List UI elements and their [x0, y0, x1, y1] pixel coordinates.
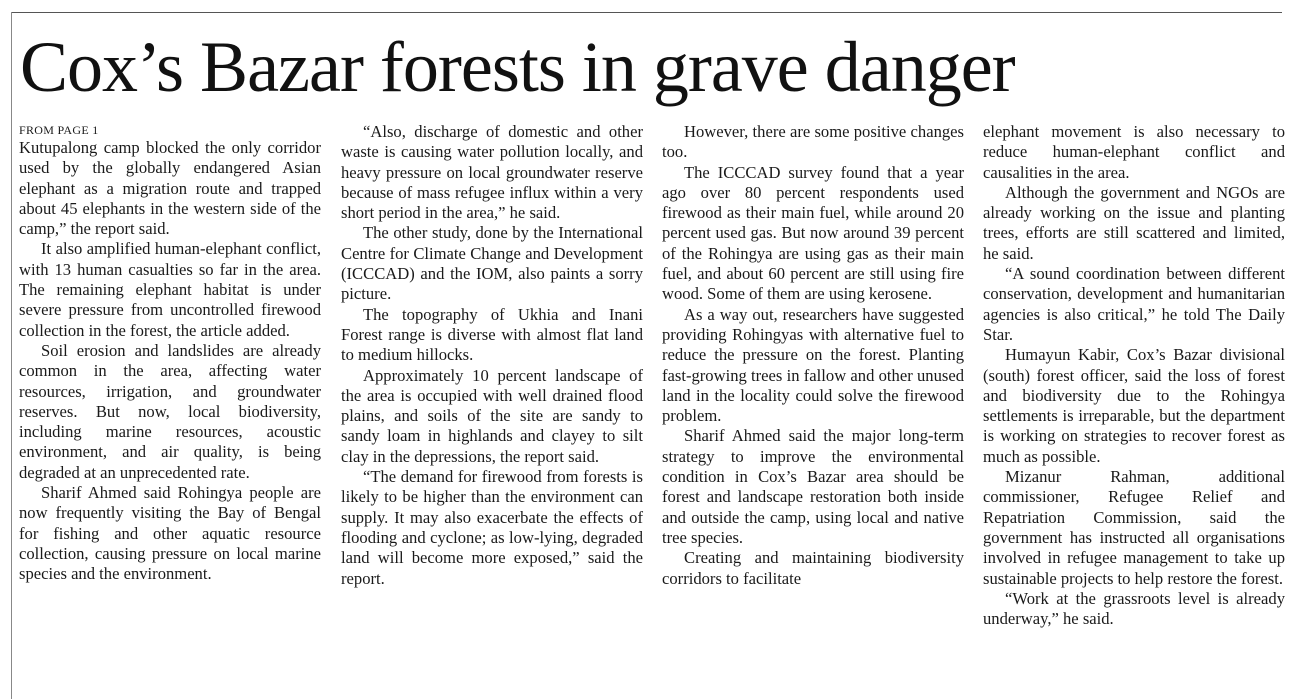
paragraph: The ICCCAD survey found that a year ago over 80 percent respondents used firewood as their main fuel, while around 20 percent used gas. But now around 39 percent of the Rohingya are using gas as their main fuel, and about 60 percent are still using fire wood. Some of them are using kerosene. — [662, 162, 964, 304]
left-rule — [11, 12, 12, 699]
paragraph: Approximately 10 percent landscape of the area is occupied with well drained flood plains, and soils of the site are sandy to sandy loam in highlands and clayey to silt clay in the depressions, the report said. — [341, 365, 643, 466]
paragraph: It also amplified human-elephant conflict, with 13 human casualties so far in the area. The remaining elephant habitat is under severe pressure from uncontrolled firewood collection in the forest, the article added. — [19, 239, 321, 340]
paragraph: Soil erosion and landslides are already common in the area, affecting water resources, irrigation, and groundwater reserves. But now, local biodiversity, including marine resources, acoustic environment, and air quality, is being degraded at an unprecedented rate. — [19, 340, 321, 482]
paragraph: Creating and maintaining biodiversity corridors to facilitate — [662, 548, 964, 588]
paragraph: “The demand for firewood from forests is likely to be higher than the environment can supply. It may also exacerbate the effects of flooding and cyclone; as low-lying, degraded land will become more exposed,” said the report. — [341, 467, 643, 588]
article-column-4 — [983, 122, 1285, 629]
article-column-2 — [341, 122, 643, 589]
paragraph: Although the government and NGOs are already working on the issue and planting trees, efforts are still scattered and limited, he said. — [983, 182, 1285, 263]
paragraph: However, there are some positive changes too. — [662, 122, 964, 162]
paragraph: The topography of Ukhia and Inani Forest range is diverse with almost flat land to medium hillocks. — [341, 304, 643, 365]
paragraph: “A sound coordination between different conservation, development and humanitarian agencies is also critical,” he told The Daily Star. — [983, 264, 1285, 344]
headline: Cox’s Bazar forests in grave danger — [20, 27, 1015, 107]
paragraph: elephant movement is also necessary to reduce human-elephant conflict and causalities in the area. — [983, 122, 1285, 182]
paragraph: Sharif Ahmed said the major long-term strategy to improve the environmental condition in Cox’s Bazar area should be forest and landscape restoration both inside and outside the camp, using local and native tree species. — [662, 426, 964, 547]
article-column-1 — [19, 122, 321, 585]
paragraph: Kutupalong camp blocked the only corridor used by the globally endangered Asian elephant as a migration route and trapped about 45 elephants in the western side of the camp,” the report said. — [19, 138, 321, 239]
paragraph: Mizanur Rahman, additional commissioner, Refugee Relief and Repatriation Commission, said the government has instructed all organisations involved in refugee management to take up sustainable projects to help restore the forest. — [983, 467, 1285, 588]
article-column-3 — [662, 122, 964, 589]
paragraph: Sharif Ahmed said Rohingya people are now frequently visiting the Bay of Bengal for fishing and other aquatic resource collection, causing pressure on local marine species and the environment. — [19, 483, 321, 584]
paragraph: The other study, done by the International Centre for Climate Change and Development (ICCCAD) and the IOM, also paints a sorry picture. — [341, 223, 643, 304]
paragraph: “Work at the grassroots level is already underway,” he said. — [983, 588, 1285, 629]
paragraph: Humayun Kabir, Cox’s Bazar divisional (south) forest officer, said the loss of forest and biodiversity due to the Rohingya settlements is irreparable, but the department is working on strategies to recover forest as much as possible. — [983, 345, 1285, 466]
paragraph: “Also, discharge of domestic and other waste is causing water pollution locally, and heavy pressure on local groundwater reserve because of mass refugee influx within a very short period in the area,” he said. — [341, 122, 643, 223]
kicker: FROM PAGE 1 — [19, 123, 99, 137]
top-rule — [11, 12, 1282, 13]
paragraph: As a way out, researchers have suggested providing Rohingyas with alternative fuel to reduce the pressure on the forest. Planting fast-growing trees in fallow and other unused land in the locality could solve the firewood problem. — [662, 304, 964, 426]
